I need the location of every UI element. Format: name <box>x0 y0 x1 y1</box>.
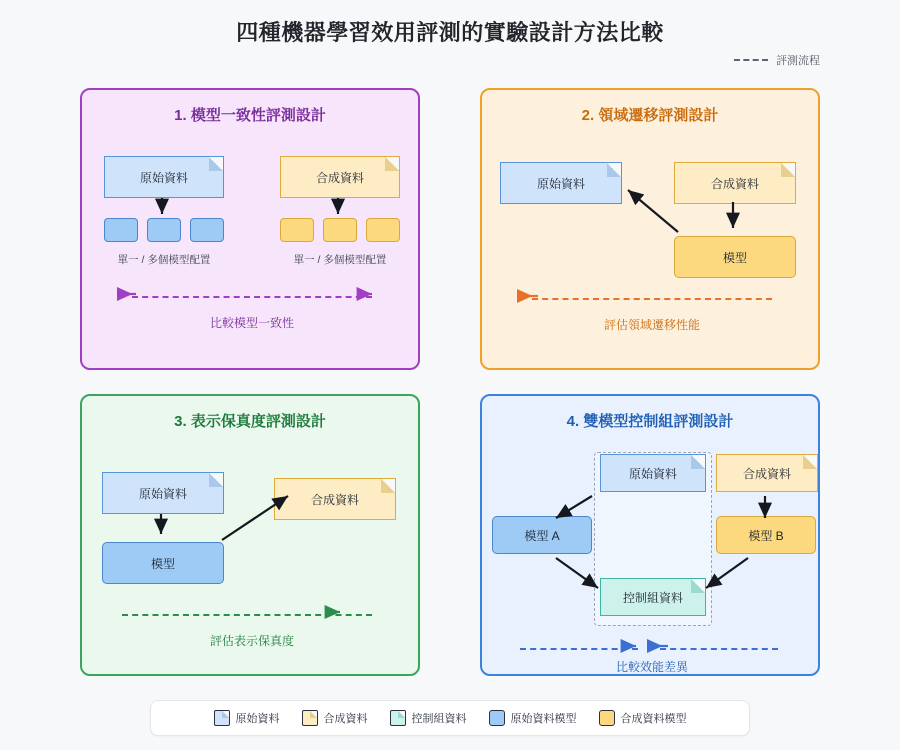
page-fold-icon <box>209 157 223 171</box>
page-fold-icon <box>607 163 621 177</box>
panel-dual-model-control[interactable] <box>480 394 820 676</box>
synthetic-data-label: 合成資料 <box>315 170 364 185</box>
model-config-chip[interactable] <box>366 218 400 242</box>
control-data-doc[interactable] <box>600 578 706 616</box>
legend-label: 原始資料模型 <box>510 713 577 725</box>
box-icon <box>489 710 505 726</box>
model-box[interactable] <box>102 542 224 584</box>
document-icon <box>302 710 318 726</box>
model-config-chip[interactable] <box>323 218 357 242</box>
original-data-doc[interactable] <box>500 162 622 204</box>
legend-label: 原始資料 <box>235 713 280 725</box>
model-a-box[interactable] <box>492 516 592 554</box>
original-data-doc[interactable] <box>600 454 706 492</box>
panel-model-consistency[interactable] <box>80 88 420 370</box>
legend-item <box>302 710 368 726</box>
page-fold-icon <box>222 711 229 718</box>
panel2-flow-label: 評估領域遷移性能 <box>603 318 700 332</box>
page-fold-icon <box>398 711 405 718</box>
diff-flow-line-right <box>660 648 778 650</box>
page-fold-icon <box>209 473 223 487</box>
control-data-label: 控制組資料 <box>622 590 683 605</box>
diff-flow-line-left <box>520 648 638 650</box>
page-fold-icon <box>691 579 705 593</box>
model-b-label: 模型 B <box>748 528 784 543</box>
model-config-chip[interactable] <box>147 218 181 242</box>
original-data-label: 原始資料 <box>139 170 188 185</box>
synthetic-data-label: 合成資料 <box>310 492 359 507</box>
fidelity-flow-line <box>122 614 372 616</box>
page-fold-icon <box>381 479 395 493</box>
legend-label: 合成資料模型 <box>620 713 687 725</box>
page-fold-icon <box>803 455 817 469</box>
synthetic-data-label: 合成資料 <box>710 176 759 191</box>
panel-domain-shift[interactable] <box>480 88 820 370</box>
original-data-doc[interactable] <box>102 472 224 514</box>
legend-item <box>390 710 467 726</box>
domain-shift-flow-line <box>532 298 772 300</box>
page-title: 四種機器學習效用評測的實驗設計方法比較 <box>236 20 664 45</box>
model-b-box[interactable] <box>716 516 816 554</box>
panel3-title: 3. 表示保真度評測設計 <box>174 413 326 430</box>
panel4-flow-label: 比較效能差異 <box>615 660 688 674</box>
legend-item <box>214 710 280 726</box>
flow-legend <box>734 52 820 68</box>
model-box[interactable] <box>674 236 796 278</box>
model-a-label: 模型 A <box>524 528 560 543</box>
right-config-caption: 單一 / 多個模型配置 <box>293 254 387 266</box>
synthetic-data-doc[interactable] <box>674 162 796 204</box>
model-config-chip[interactable] <box>280 218 314 242</box>
page-fold-icon <box>781 163 795 177</box>
model-label: 模型 <box>150 556 175 571</box>
synthetic-data-doc[interactable] <box>716 454 818 492</box>
comparison-flow-line <box>132 296 372 298</box>
panel-representation-fidelity[interactable] <box>80 394 420 676</box>
panel4-title: 4. 雙模型控制組評測設計 <box>566 413 734 430</box>
document-icon <box>390 710 406 726</box>
legend-item <box>489 710 577 726</box>
dashed-line-icon <box>734 59 768 61</box>
model-config-chip[interactable] <box>104 218 138 242</box>
synthetic-data-doc[interactable] <box>280 156 400 198</box>
legend-label: 控制組資料 <box>411 713 467 725</box>
original-data-label: 原始資料 <box>536 176 585 191</box>
legend-bar <box>150 700 750 736</box>
legend-label: 合成資料 <box>323 713 368 725</box>
page-fold-icon <box>691 455 705 469</box>
page-fold-icon <box>310 711 317 718</box>
original-data-label: 原始資料 <box>138 486 187 501</box>
original-data-label: 原始資料 <box>628 466 677 481</box>
panel1-flow-label: 比較模型一致性 <box>209 316 294 330</box>
box-icon <box>599 710 615 726</box>
panel2-title: 2. 領域遷移評測設計 <box>581 107 719 124</box>
synthetic-data-label: 合成資料 <box>742 466 791 481</box>
legend-item <box>599 710 687 726</box>
document-icon <box>214 710 230 726</box>
flow-legend-label: 評測流程 <box>776 55 820 67</box>
synthetic-data-doc[interactable] <box>274 478 396 520</box>
panel3-flow-label: 評估表示保真度 <box>209 634 294 648</box>
model-config-chip[interactable] <box>190 218 224 242</box>
model-label: 模型 <box>722 250 747 265</box>
panel1-title: 1. 模型一致性評測設計 <box>174 107 326 124</box>
left-config-caption: 單一 / 多個模型配置 <box>117 254 211 266</box>
page-fold-icon <box>385 157 399 171</box>
original-data-doc[interactable] <box>104 156 224 198</box>
